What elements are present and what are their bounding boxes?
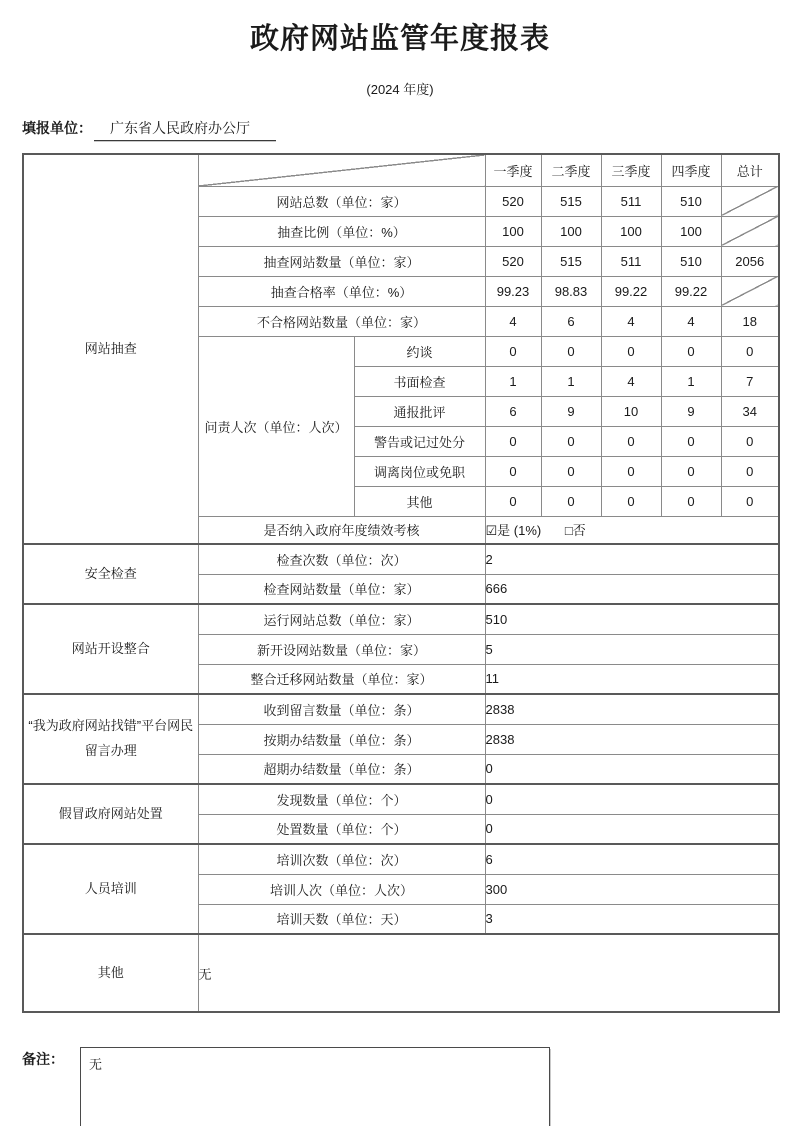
value-total-na [721, 276, 779, 306]
value-q4: 0 [661, 426, 721, 456]
value-total: 0 [721, 486, 779, 516]
value-q1: 6 [485, 396, 541, 426]
section-security-inspection: 安全检查 [23, 544, 198, 604]
value-cell: 0 [485, 814, 779, 844]
section-site-consolidation: 网站开设整合 [23, 604, 198, 694]
assessment-yes-checkbox[interactable]: ☑是 (1%) [485, 523, 542, 539]
table-header-row [23, 154, 779, 186]
value-q2: 0 [541, 456, 601, 486]
header-q2: 二季度 [541, 154, 601, 186]
value-q3: 99.22 [601, 276, 661, 306]
value-q4: 510 [661, 186, 721, 216]
value-cell: 2838 [485, 724, 779, 754]
value-q3: 10 [601, 396, 661, 426]
value-cell: 3 [485, 904, 779, 934]
value-cell: 5 [485, 634, 779, 664]
value-q2: 515 [541, 246, 601, 276]
value-cell: 0 [485, 754, 779, 784]
value-q1: 4 [485, 306, 541, 336]
row-label: 检查网站数量（单位：家） [198, 574, 485, 604]
row-label: 检查次数（单位：次） [198, 544, 485, 574]
value-total: 34 [721, 396, 779, 426]
value-cell: 666 [485, 574, 779, 604]
value-cell: 2838 [485, 694, 779, 724]
value-q2: 0 [541, 336, 601, 366]
value-q1: 520 [485, 186, 541, 216]
section-error-reporting: “我为政府网站找错”平台网民留言办理 [23, 694, 198, 784]
value-q1: 0 [485, 426, 541, 456]
row-label: 运行网站总数（单位：家） [198, 604, 485, 634]
header-q1: 一季度 [485, 154, 541, 186]
value-q2: 1 [541, 366, 601, 396]
value-q4: 0 [661, 486, 721, 516]
row-label: 不合格网站数量（单位：家） [198, 306, 485, 336]
value-total: 0 [721, 336, 779, 366]
row-label: 培训次数（单位：次） [198, 844, 485, 874]
row-running-sites [23, 604, 779, 634]
value-cell: 6 [485, 844, 779, 874]
value-cell: 300 [485, 874, 779, 904]
filing-unit-line [22, 118, 800, 141]
value-total: 0 [721, 456, 779, 486]
assessment-no-checkbox[interactable]: □否 [564, 523, 586, 539]
section-personnel-training: 人员培训 [23, 844, 198, 934]
value-cell: 510 [485, 604, 779, 634]
section-fake-site-handling: 假冒政府网站处置 [23, 784, 198, 844]
value-cell: 2 [485, 544, 779, 574]
remark-area [22, 1047, 800, 1126]
header-diagonal-cell [198, 154, 485, 186]
value-q2: 0 [541, 486, 601, 516]
value-q2: 0 [541, 426, 601, 456]
row-sublabel: 警告或记过处分 [354, 426, 485, 456]
value-total: 18 [721, 306, 779, 336]
header-q3: 三季度 [601, 154, 661, 186]
row-sublabel: 书面检查 [354, 366, 485, 396]
row-other-section [23, 934, 779, 1012]
row-messages-received [23, 694, 779, 724]
row-label: 处置数量（单位：个） [198, 814, 485, 844]
value-q4: 9 [661, 396, 721, 426]
row-fake-found [23, 784, 779, 814]
value-cell: 11 [485, 664, 779, 694]
row-label: 新开设网站数量（单位：家） [198, 634, 485, 664]
value-q3: 0 [601, 426, 661, 456]
row-label: 发现数量（单位：个） [198, 784, 485, 814]
value-q1: 0 [485, 456, 541, 486]
value-q3: 100 [601, 216, 661, 246]
row-label: 培训天数（单位：天） [198, 904, 485, 934]
value-total-na [721, 186, 779, 216]
page-subtitle: (2024 年度) [366, 82, 434, 97]
value-q2: 98.83 [541, 276, 601, 306]
value-cell: 0 [485, 784, 779, 814]
value-q1: 520 [485, 246, 541, 276]
row-sublabel: 通报批评 [354, 396, 485, 426]
value-q3: 4 [601, 306, 661, 336]
value-q2: 100 [541, 216, 601, 246]
filing-unit-field[interactable]: 广东省人民政府办公厅 [94, 118, 276, 141]
value-q4: 100 [661, 216, 721, 246]
accountability-group-label: 问责人次（单位：人次） [198, 336, 354, 516]
remark-label: 备注： [22, 1051, 64, 1067]
row-inspection-times [23, 544, 779, 574]
row-label: 网站总数（单位：家） [198, 186, 485, 216]
section-site-sampling: 网站抽查 [23, 154, 198, 544]
value-q1: 0 [485, 336, 541, 366]
header-total: 总计 [721, 154, 779, 186]
value-q4: 4 [661, 306, 721, 336]
row-label: 按期办结数量（单位：条） [198, 724, 485, 754]
row-training-times [23, 844, 779, 874]
assessment-value-cell [485, 516, 779, 544]
row-sublabel: 其他 [354, 486, 485, 516]
filing-unit-label: 填报单位： [22, 120, 92, 136]
value-q4: 1 [661, 366, 721, 396]
section-other: 其他 [23, 934, 198, 1012]
remark-textbox[interactable]: 无 [80, 1047, 550, 1126]
value-q2: 9 [541, 396, 601, 426]
row-label: 抽查网站数量（单位：家） [198, 246, 485, 276]
value-q3: 0 [601, 486, 661, 516]
value-q1: 1 [485, 366, 541, 396]
value-total: 0 [721, 426, 779, 456]
row-label: 培训人次（单位：人次） [198, 874, 485, 904]
value-q4: 510 [661, 246, 721, 276]
value-q4: 99.22 [661, 276, 721, 306]
value-q1: 0 [485, 486, 541, 516]
value-total-na [721, 216, 779, 246]
row-label: 收到留言数量（单位：条） [198, 694, 485, 724]
value-q4: 0 [661, 336, 721, 366]
row-label: 抽查比例（单位：%） [198, 216, 485, 246]
header-q4: 四季度 [661, 154, 721, 186]
row-label: 抽查合格率（单位：%） [198, 276, 485, 306]
row-label: 整合迁移网站数量（单位：家） [198, 664, 485, 694]
value-q3: 511 [601, 246, 661, 276]
value-q3: 0 [601, 336, 661, 366]
row-label: 超期办结数量（单位：条） [198, 754, 485, 784]
value-q4: 0 [661, 456, 721, 486]
value-q1: 100 [485, 216, 541, 246]
row-sublabel: 约谈 [354, 336, 485, 366]
value-total: 2056 [721, 246, 779, 276]
value-q1: 99.23 [485, 276, 541, 306]
value-q3: 0 [601, 456, 661, 486]
value-q3: 511 [601, 186, 661, 216]
page-title: 政府网站监管年度报表 [249, 23, 550, 55]
value-total: 7 [721, 366, 779, 396]
value-q2: 6 [541, 306, 601, 336]
row-label: 是否纳入政府年度绩效考核 [198, 516, 485, 544]
other-value-cell: 无 [198, 934, 779, 1012]
row-sublabel: 调离岗位或免职 [354, 456, 485, 486]
value-q3: 4 [601, 366, 661, 396]
report-table [22, 153, 780, 1013]
value-q2: 515 [541, 186, 601, 216]
